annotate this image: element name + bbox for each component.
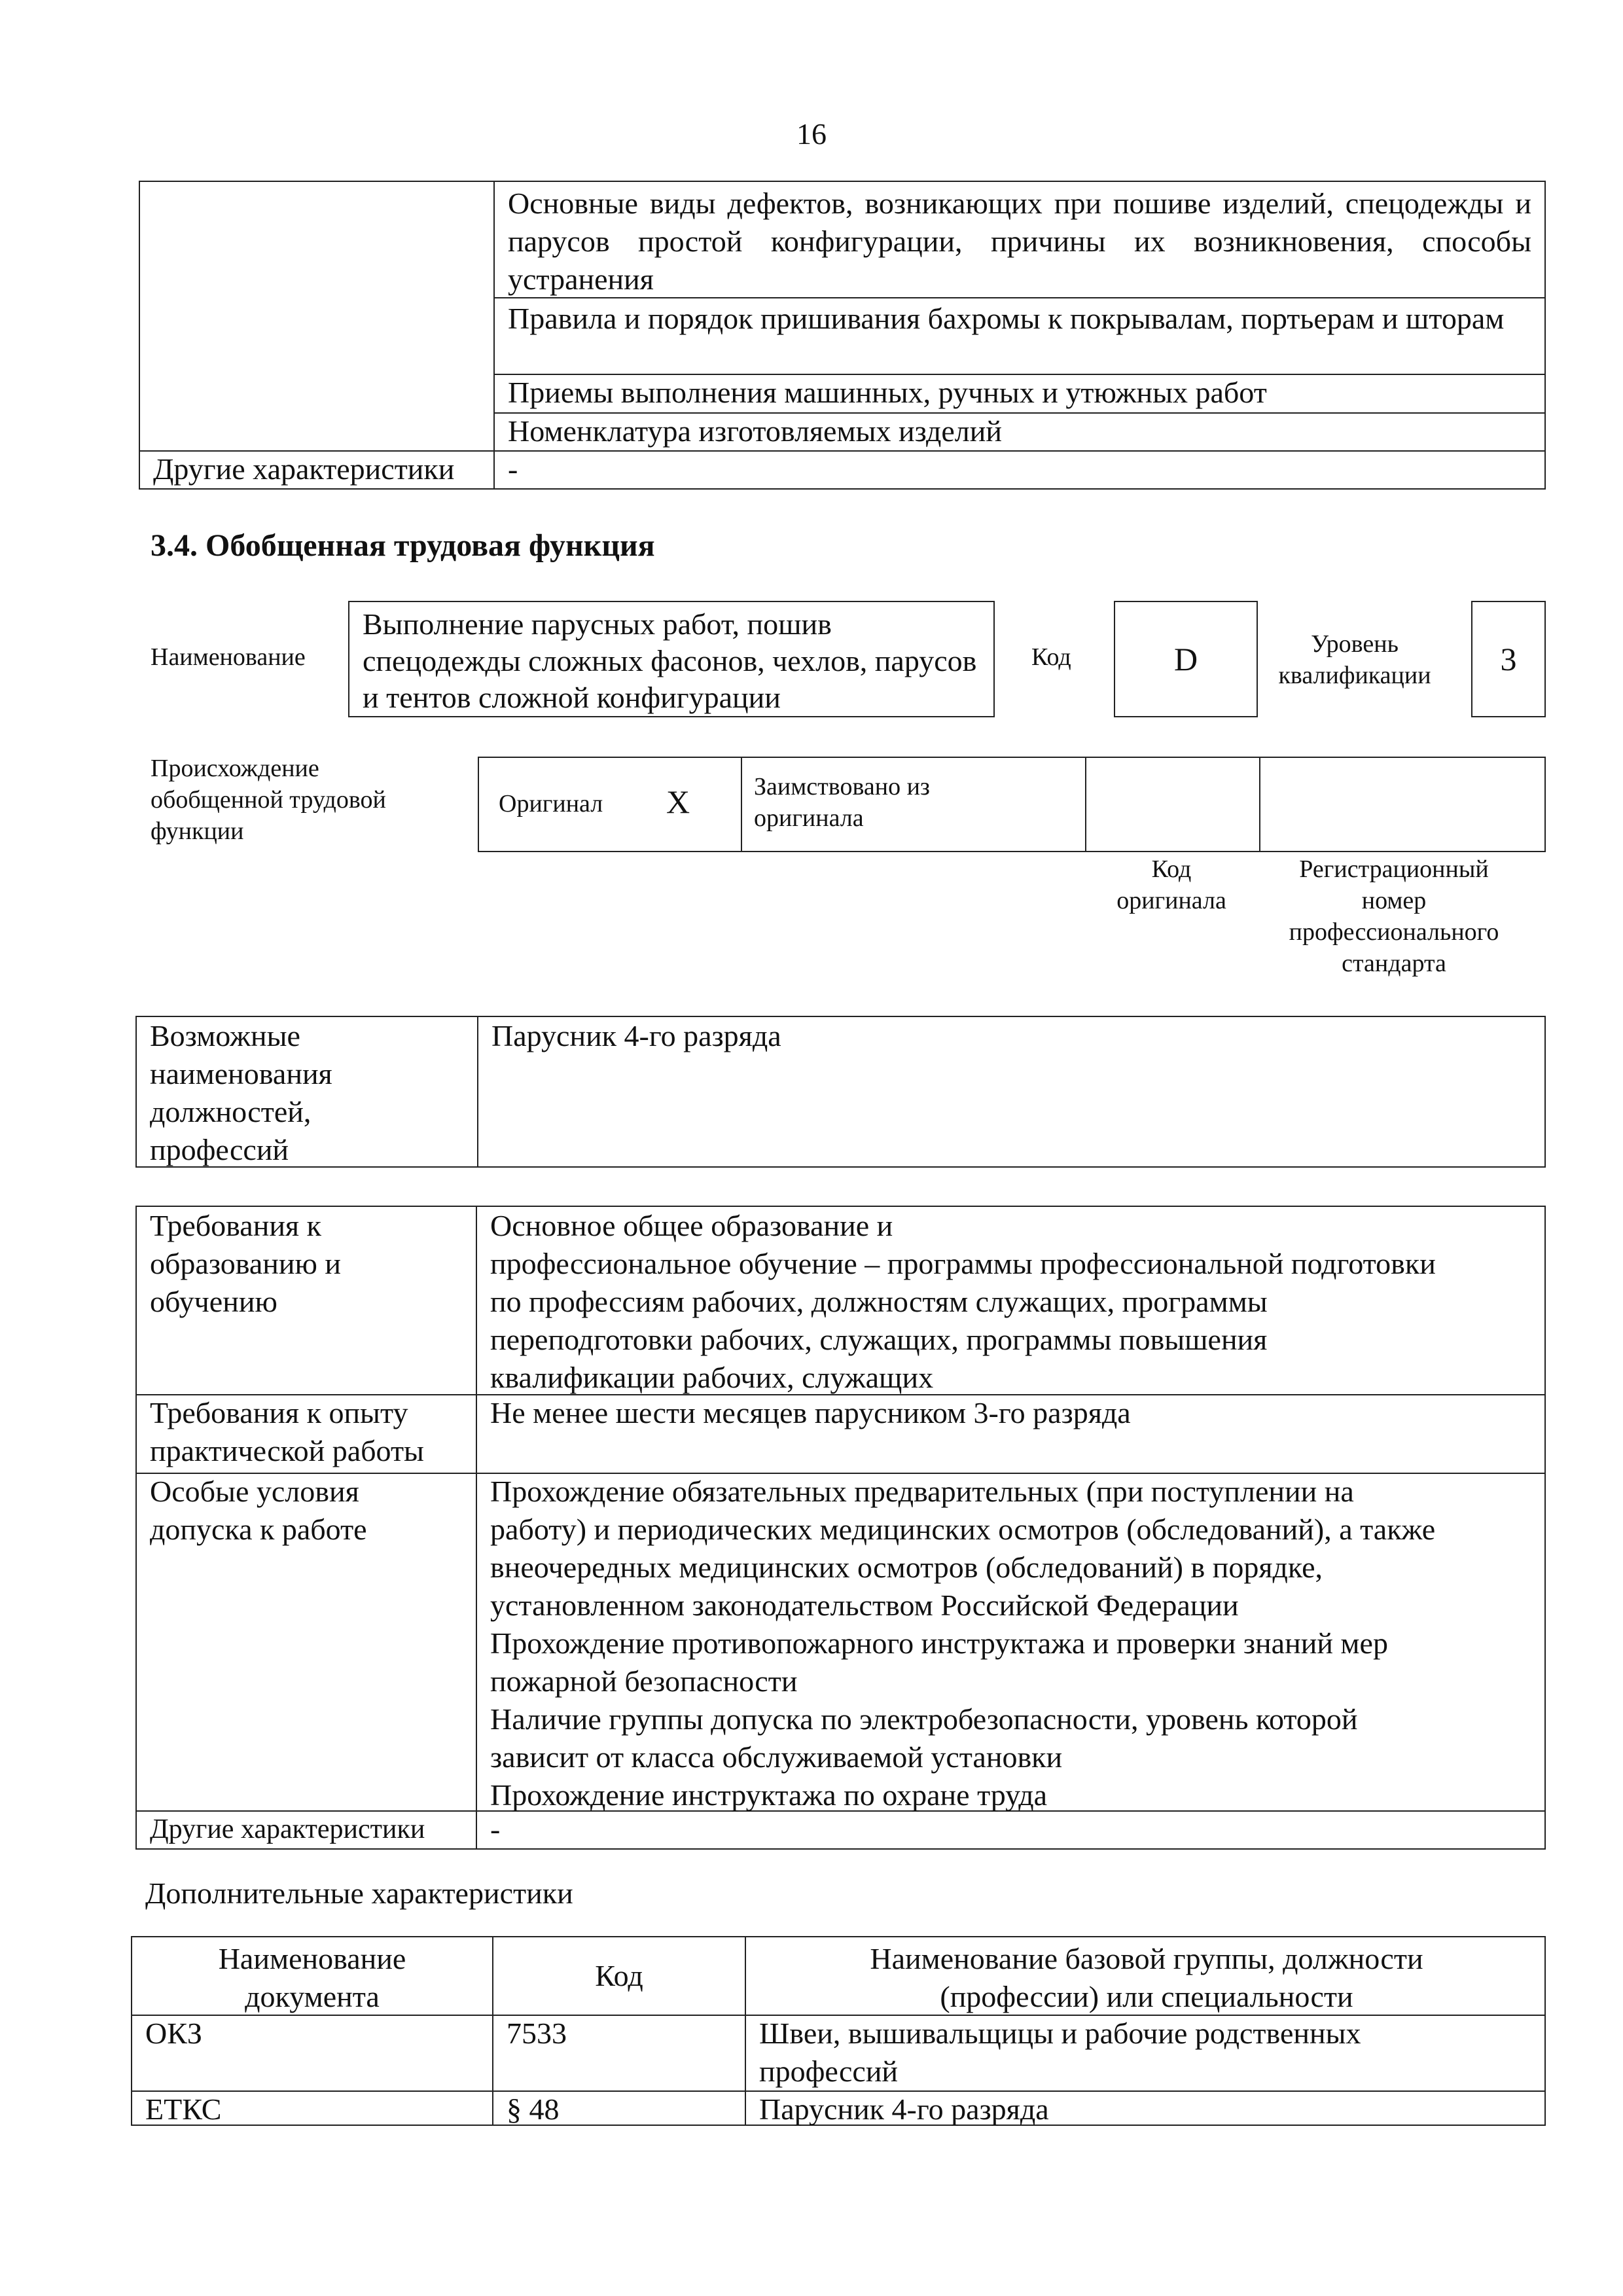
etks-code: § 48: [507, 2092, 560, 2126]
conditions-line: Прохождение обязательных предварительных (при поступлении на: [490, 1475, 1354, 1508]
additional-title: Дополнительные характеристики: [145, 1876, 573, 1910]
positions-value: Парусник 4-го разряда: [491, 1019, 781, 1052]
fringe-rules-row: Правила и порядок пришивания бахромы к покрывалам, портьерам и шторам: [508, 302, 1505, 335]
code-value: D: [1173, 641, 1198, 677]
other-value: -: [490, 1812, 501, 1846]
okz-doc: ОКЗ: [145, 2017, 202, 2050]
okz-name: Швеи, вышивальщицы и рабочие родственных профессий: [759, 2017, 1361, 2088]
conditions-line: Наличие группы допуска по электробезопасности, уровень которой: [490, 1702, 1358, 1736]
etks-name: Парусник 4-го разряда: [759, 2092, 1049, 2126]
okz-code: 7533: [507, 2017, 567, 2050]
experience-label: Требования к опыту практической работы: [150, 1396, 424, 1467]
education-label: Требования к образованию и обучению: [150, 1209, 341, 1318]
conditions-line: внеочередных медицинских осмотров (обследований) в порядке,: [490, 1551, 1323, 1584]
name-label: Наименование: [151, 643, 306, 671]
section-heading: 3.4. Обобщенная трудовая функция: [151, 528, 655, 563]
education-line: квалификации рабочих, служащих: [490, 1361, 934, 1394]
conditions-line: зависит от класса обслуживаемой установки: [490, 1740, 1063, 1774]
education-line: Основное общее образование и: [490, 1209, 893, 1242]
conditions-line: Прохождение инструктажа по охране труда: [490, 1778, 1048, 1812]
conditions-line: пожарной безопасности: [490, 1664, 798, 1698]
conditions-value: [477, 1473, 1544, 1820]
defects-row: Основные виды дефектов, возникающих при пошиве изделий, спецодежды и парусов простой конфигурации, причины их возникновения, способы устранения: [508, 187, 1531, 296]
education-line: по профессиям рабочих, должностям служащих, программы: [490, 1285, 1268, 1318]
conditions-line: работу) и периодических медицинских осмотров (обследований), а также: [490, 1513, 1436, 1546]
etks-doc: ЕТКС: [145, 2092, 222, 2126]
conditions-line: Прохождение противопожарного инструктажа и проверки знаний мер: [490, 1626, 1388, 1660]
techniques-row: Приемы выполнения машинных, ручных и утюжных работ: [508, 376, 1267, 409]
requirements-table: [135, 1206, 1546, 1850]
conditions-label: Особые условия допуска к работе: [150, 1475, 367, 1546]
education-value: [477, 1207, 1544, 1402]
positions-table: [135, 1016, 1546, 1168]
function-name-value: Выполнение парусных работ, пошив спецодежды сложных фасонов, чехлов, парусов и тентов сложной конфигурации: [363, 607, 977, 714]
original-mark: X: [666, 783, 690, 820]
education-line: профессиональное обучение – программы профессиональной подготовки: [490, 1247, 1436, 1280]
qualification-level-box: [1471, 601, 1546, 717]
code-label: Код: [1031, 643, 1071, 671]
original-label: Оригинал: [499, 790, 603, 817]
conditions-line: установленном законодательством Российской Федерации: [490, 1588, 1239, 1622]
education-line: переподготовки рабочих, служащих, программы повышения: [490, 1323, 1268, 1356]
page-number: 16: [796, 117, 827, 151]
origin-label: Происхождение обобщенной трудовой функции: [151, 755, 386, 845]
origin-table: [478, 757, 1546, 852]
original-code-caption: Код оригинала: [1116, 855, 1226, 914]
other-characteristics-value: -: [508, 452, 518, 486]
additional-table: [131, 1936, 1546, 2126]
header-base-group: Наименование базовой группы, должности (профессии) или специальности: [870, 1942, 1423, 2013]
registration-number-caption: Регистрационный номер профессионального стандарта: [1289, 855, 1499, 977]
header-code: Код: [595, 1959, 643, 1992]
positions-label: Возможные наименования должностей, профессий: [150, 1019, 332, 1166]
other-label: Другие характеристики: [150, 1814, 425, 1844]
other-characteristics-label: Другие характеристики: [153, 452, 455, 486]
top-table: [139, 181, 1546, 490]
qualification-level-value: 3: [1500, 641, 1517, 677]
nomenclature-row: Номенклатура изготовляемых изделий: [508, 414, 1002, 448]
borrowed-label: Заимствовано из оригинала: [754, 773, 930, 832]
header-document: Наименование документа: [218, 1942, 406, 2013]
qualification-level-label: Уровень квалификации: [1278, 630, 1431, 689]
code-box: [1114, 601, 1258, 717]
experience-value: Не менее шести месяцев парусником 3-го разряда: [490, 1396, 1131, 1429]
function-name-box: [348, 601, 995, 717]
